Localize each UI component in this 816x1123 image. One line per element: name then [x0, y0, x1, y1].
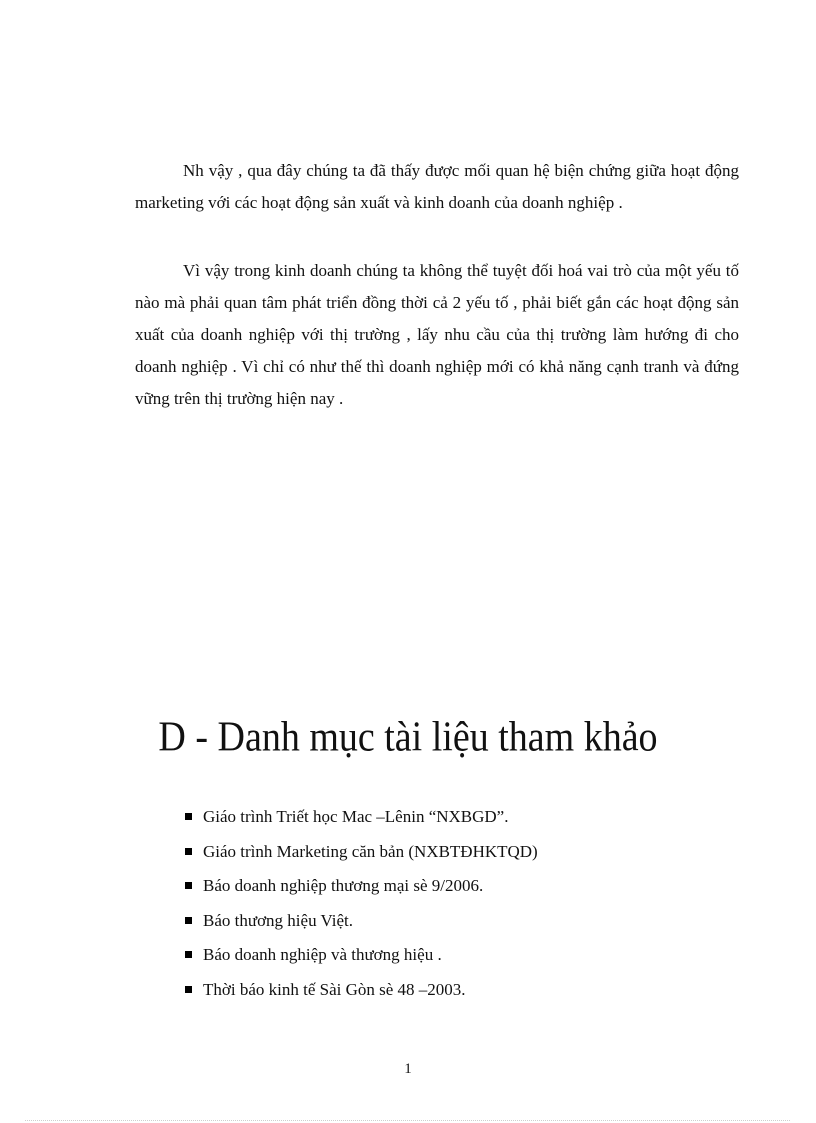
reference-item	[185, 976, 538, 1011]
bullet-icon	[185, 986, 192, 993]
reference-item	[185, 872, 538, 907]
bullet-icon	[185, 882, 192, 889]
page-number: 1	[404, 1061, 412, 1077]
reference-item	[185, 803, 538, 838]
footer-divider	[25, 1120, 790, 1121]
reference-text: Báo thương hiệu Việt.	[203, 910, 354, 930]
reference-text: Báo doanh nghiệp và thương hiệu .	[203, 945, 442, 964]
bullet-icon	[185, 951, 192, 958]
reference-text: Báo doanh nghiệp thương mại sè 9/2006.	[203, 876, 484, 895]
reference-item	[185, 907, 538, 942]
bullet-icon	[185, 848, 192, 855]
bullet-icon	[185, 917, 192, 924]
paragraph-1: Nh vậy , qua đây chúng ta đã thấy được mối quan hệ biện chứng giữa hoạt động marketing với các hoạt động sản xuất và kinh doanh của doanh nghiệp .	[135, 161, 739, 212]
reference-text: Giáo trình Marketing căn bản (NXBTĐHKTQD)	[203, 841, 538, 861]
bullet-icon	[185, 813, 192, 820]
reference-list	[185, 803, 538, 1010]
reference-text: Giáo trình Triết học Mac –Lênin “NXBGD”.	[203, 807, 509, 826]
reference-text: Thời báo kinh tế Sài Gòn sè 48 –2003.	[203, 979, 466, 999]
reference-item	[185, 941, 538, 976]
section-heading: D - Danh mục tài liệu tham khảo	[158, 713, 658, 761]
reference-item	[185, 838, 538, 873]
paragraph-2: Vì vậy trong kinh doanh chúng ta không thể tuyệt đối hoá vai trò của một yếu tố nào mà phải quan tâm phát triển đồng thời cả 2 yếu tố , phải biết gắn các hoạt động sản xuất của doanh nghiệp với thị trường , lấy nhu cầu của thị trường làm hướng đi cho doanh nghiệp . Vì chỉ có như thế thì doanh nghiệp mới có khả năng cạnh tranh và đứng vững trên thị trường hiện nay .	[135, 261, 739, 408]
